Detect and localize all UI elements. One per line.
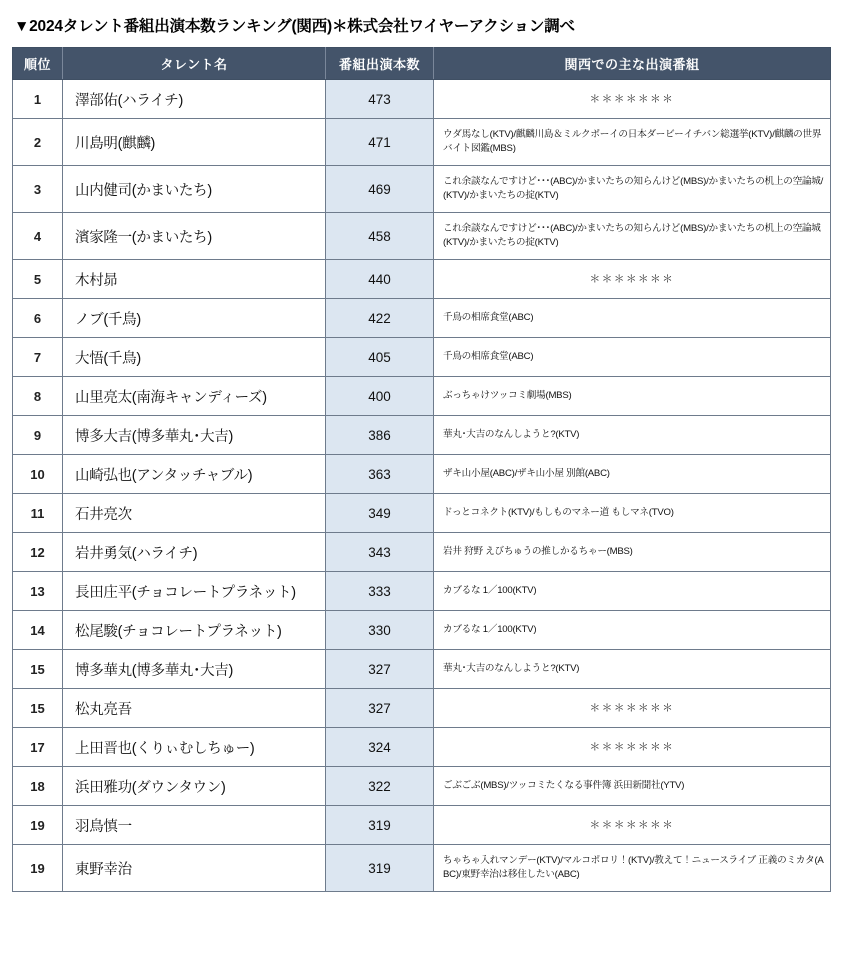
table-body [13, 80, 831, 892]
cell-programs: 千鳥の相席食堂(ABC) [434, 299, 831, 338]
table-row [13, 213, 831, 260]
table-row [13, 767, 831, 806]
cell-programs: ウダ馬なし(KTV)/麒麟川島＆ミルクボーイの日本ダービーイチバン総選挙(KTV)/麒麟の世界バイト図鑑(MBS) [434, 119, 831, 166]
cell-programs: カブるな 1／100(KTV) [434, 611, 831, 650]
cell-programs: これ余談なんですけど･･･(ABC)/かまいたちの知らんけど(MBS)/かまいたちの机上の空論城/(KTV)/かまいたちの掟(KTV) [434, 166, 831, 213]
table-row [13, 728, 831, 767]
cell-programs-masked: ＊＊＊＊＊＊＊ [434, 806, 831, 845]
cell-appearance-count: 327 [326, 650, 434, 689]
cell-rank: 9 [13, 416, 63, 455]
cell-talent-name: 羽鳥慎一 [63, 806, 326, 845]
table-row [13, 806, 831, 845]
cell-rank: 10 [13, 455, 63, 494]
cell-rank: 17 [13, 728, 63, 767]
column-header-main-programs: 関西での主な出演番組 [434, 48, 831, 80]
cell-talent-name: 浜田雅功(ダウンタウン) [63, 767, 326, 806]
cell-programs-masked: ＊＊＊＊＊＊＊ [434, 689, 831, 728]
column-header-talent-name: タレント名 [63, 48, 326, 80]
cell-talent-name: 東野幸治 [63, 845, 326, 892]
cell-appearance-count: 322 [326, 767, 434, 806]
cell-talent-name: 山内健司(かまいたち) [63, 166, 326, 213]
cell-rank: 4 [13, 213, 63, 260]
cell-rank: 15 [13, 650, 63, 689]
cell-talent-name: 松尾駿(チョコレートプラネット) [63, 611, 326, 650]
cell-rank: 3 [13, 166, 63, 213]
cell-programs-masked: ＊＊＊＊＊＊＊ [434, 260, 831, 299]
table-row [13, 260, 831, 299]
cell-talent-name: 木村昴 [63, 260, 326, 299]
table-row [13, 494, 831, 533]
cell-rank: 2 [13, 119, 63, 166]
cell-programs: ごぶごぶ(MBS)/ツッコミたくなる事件簿 浜田新聞社(YTV) [434, 767, 831, 806]
table-row [13, 166, 831, 213]
cell-rank: 12 [13, 533, 63, 572]
cell-appearance-count: 471 [326, 119, 434, 166]
cell-talent-name: 山崎弘也(アンタッチャブル) [63, 455, 326, 494]
cell-rank: 19 [13, 845, 63, 892]
cell-programs: ザキ山小屋(ABC)/ザキ山小屋 別館(ABC) [434, 455, 831, 494]
cell-rank: 18 [13, 767, 63, 806]
table-row [13, 611, 831, 650]
cell-rank: 7 [13, 338, 63, 377]
ranking-table-container [12, 47, 830, 892]
cell-talent-name: 大悟(千鳥) [63, 338, 326, 377]
table-row [13, 377, 831, 416]
cell-talent-name: ノブ(千鳥) [63, 299, 326, 338]
cell-appearance-count: 458 [326, 213, 434, 260]
cell-appearance-count: 400 [326, 377, 434, 416]
cell-appearance-count: 386 [326, 416, 434, 455]
cell-talent-name: 濱家隆一(かまいたち) [63, 213, 326, 260]
table-row [13, 455, 831, 494]
table-row [13, 845, 831, 892]
cell-programs: 華丸･大吉のなんしようと?(KTV) [434, 650, 831, 689]
cell-rank: 13 [13, 572, 63, 611]
cell-appearance-count: 422 [326, 299, 434, 338]
cell-rank: 5 [13, 260, 63, 299]
cell-programs: これ余談なんですけど･･･(ABC)/かまいたちの知らんけど(MBS)/かまいたちの机上の空論城(KTV)/かまいたちの掟(KTV) [434, 213, 831, 260]
column-header-appearance-count: 番組出演本数 [326, 48, 434, 80]
cell-appearance-count: 324 [326, 728, 434, 767]
table-row [13, 650, 831, 689]
cell-rank: 14 [13, 611, 63, 650]
page-title: ▼2024タレント番組出演本数ランキング(関西)＊株式会社ワイヤーアクション調べ [14, 18, 575, 35]
cell-talent-name: 博多大吉(博多華丸･大吉) [63, 416, 326, 455]
table-row [13, 689, 831, 728]
cell-appearance-count: 327 [326, 689, 434, 728]
cell-rank: 15 [13, 689, 63, 728]
cell-appearance-count: 330 [326, 611, 434, 650]
cell-programs: ぶっちゃけツッコミ劇場(MBS) [434, 377, 831, 416]
cell-appearance-count: 319 [326, 806, 434, 845]
cell-rank: 8 [13, 377, 63, 416]
cell-appearance-count: 469 [326, 166, 434, 213]
cell-rank: 1 [13, 80, 63, 119]
cell-programs: 華丸･大吉のなんしようと?(KTV) [434, 416, 831, 455]
cell-programs-masked: ＊＊＊＊＊＊＊ [434, 80, 831, 119]
cell-appearance-count: 363 [326, 455, 434, 494]
cell-talent-name: 澤部佑(ハライチ) [63, 80, 326, 119]
cell-appearance-count: 343 [326, 533, 434, 572]
cell-appearance-count: 440 [326, 260, 434, 299]
cell-talent-name: 山里亮太(南海キャンディーズ) [63, 377, 326, 416]
cell-talent-name: 上田晋也(くりぃむしちゅー) [63, 728, 326, 767]
cell-rank: 11 [13, 494, 63, 533]
cell-programs: ドっとコネクト(KTV)/もしものマネー道 もしマネ(TVO) [434, 494, 831, 533]
ranking-table [12, 47, 831, 892]
column-header-rank: 順位 [13, 48, 63, 80]
table-row [13, 572, 831, 611]
cell-appearance-count: 405 [326, 338, 434, 377]
table-row [13, 533, 831, 572]
cell-programs: ちゃちゃ入れマンデー(KTV)/マルコポロリ！(KTV)/教えて！ニュースライブ 正義のミカタ(ABC)/東野幸治は移住したい(ABC) [434, 845, 831, 892]
cell-programs: カブるな 1／100(KTV) [434, 572, 831, 611]
cell-talent-name: 川島明(麒麟) [63, 119, 326, 166]
table-row [13, 416, 831, 455]
cell-programs-masked: ＊＊＊＊＊＊＊ [434, 728, 831, 767]
cell-programs: 千鳥の相席食堂(ABC) [434, 338, 831, 377]
cell-appearance-count: 319 [326, 845, 434, 892]
cell-talent-name: 博多華丸(博多華丸･大吉) [63, 650, 326, 689]
cell-rank: 19 [13, 806, 63, 845]
table-header [13, 48, 831, 80]
table-row [13, 299, 831, 338]
table-row [13, 80, 831, 119]
cell-rank: 6 [13, 299, 63, 338]
cell-talent-name: 岩井勇気(ハライチ) [63, 533, 326, 572]
cell-talent-name: 松丸亮吾 [63, 689, 326, 728]
cell-appearance-count: 473 [326, 80, 434, 119]
cell-talent-name: 石井亮次 [63, 494, 326, 533]
table-header-row [13, 48, 831, 80]
cell-appearance-count: 333 [326, 572, 434, 611]
cell-programs: 岩井 狩野 えびちゅうの推しかるちゃー(MBS) [434, 533, 831, 572]
table-row [13, 119, 831, 166]
cell-talent-name: 長田庄平(チョコレートプラネット) [63, 572, 326, 611]
cell-appearance-count: 349 [326, 494, 434, 533]
table-row [13, 338, 831, 377]
